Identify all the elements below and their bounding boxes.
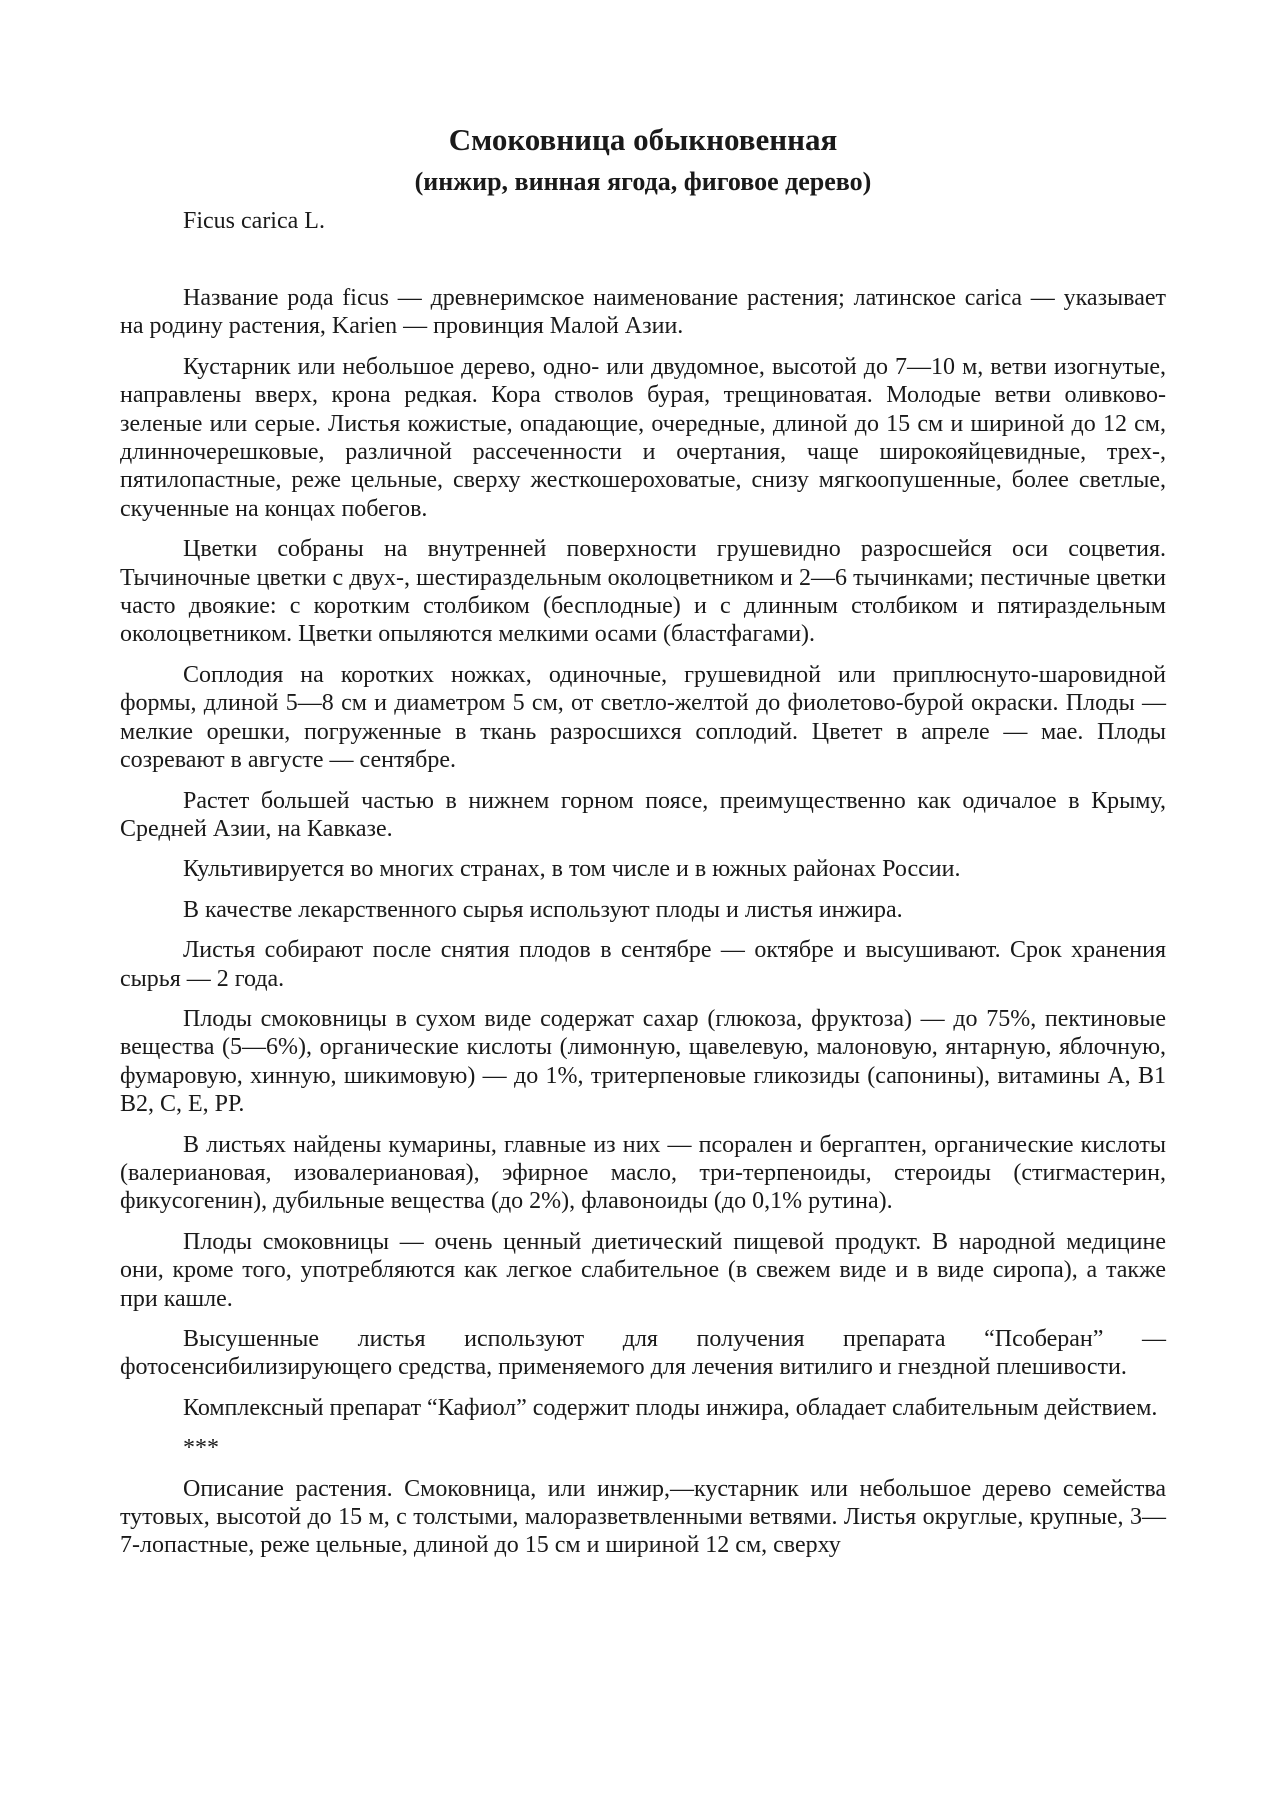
section-separator: *** <box>183 1435 219 1462</box>
paragraph-harvesting: Листья собирают после снятия плодов в сентябре — октябре и высушивают. Срок хранения сырья — 2 года. <box>120 937 1166 992</box>
paragraph-fruits: Соплодия на коротких ножках, одиночные, грушевидной или приплюснуто-шаровидной формы, длиной 5—8 см и диаметром 5 см, от светло-желтой до фиолетово-бурой окраски. Плоды — мелкие орешки, погруженные в ткань разросшихся соплодий. Цветет в апреле — мае. Плоды созревают в августе — сентябре. <box>120 661 1166 774</box>
paragraph-habitat: Растет большей частью в нижнем горном поясе, преимущественно как одичалое в Крыму, Средней Азии, на Кавказе. <box>120 787 1166 842</box>
paragraph-leaf-composition: В листьях найдены кумарины, главные из них — псорален и бергаптен, органические кислоты (валериановая, изовалериановая), эфирное масло, три-терпеноиды, стероиды (стигмастерин, фикусогенин), дубильные вещества (до 2%), флавоноиды (до 0,1% рутина). <box>120 1131 1166 1215</box>
paragraph-cultivation: Культивируется во многих странах, в том числе и в южных районах России. <box>183 856 961 883</box>
paragraph-flowers: Цветки собраны на внутренней поверхности грушевидно разросшейся оси соцветия. Тычиночные цветки с двух-, шестираздельным околоцветником и 2—6 тычинками; пестичные цветки часто двоякие: с коротким столбиком (бесплодные) и с длинным столбиком и пятираздельным околоцветником. Цветки опыляются мелкими осами (бластфагами). <box>120 536 1166 648</box>
document-title: Смоковница обыкновенная <box>448 122 838 157</box>
paragraph-psoberan: Высушенные листья используют для получения препарата “Псоберан” — фотосенсибилизирующего средства, применяемого для лечения витилиго и гнездной плешивости. <box>120 1326 1166 1381</box>
document-subtitle: (инжир, винная ягода, фиговое дерево) <box>414 167 872 196</box>
paragraph-fruit-composition: Плоды смоковницы в сухом виде содержат сахар (глюкоза, фруктоза) — до 75%, пектиновые вещества (5—6%), органические кислоты (лимонную, щавелевую, малоновую, янтарную, яблочную, фумаровую, хинную, шикимовую) — до 1%, тритерпеновые гликозиды (сапонины), витамины А, В1 В2, С, Е, РР. <box>120 1005 1166 1118</box>
paragraph-folk-medicine: Плоды смоковницы — очень ценный диетический пищевой продукт. В народной медицине они, кроме того, употребляются как легкое слабительное (в свежем виде и в виде сиропа), а также при кашле. <box>120 1228 1166 1312</box>
paragraph-genus-name: Название рода ficus — древнеримское наименование растения; латинское carica — указывает на родину растения, Karien — провинция Малой Азии. <box>120 285 1166 340</box>
paragraph-kafiol: Комплексный препарат “Кафиол” содержит плоды инжира, обладает слабительным действием. <box>183 1394 1158 1421</box>
document-body <box>120 118 1166 1572</box>
paragraph-description: Кустарник или небольшое дерево, одно- или двудомное, высотой до 7—10 м, ветви изогнутые, направлены вверх, крона редкая. Кора стволов бурая, трещиноватая. Молодые ветви оливково-зеленые или серые. Листья кожистые, опадающие, очередные, длиной до 15 см и шириной до 12 см, длинночерешковые, различной рассеченности и очертания, чаще широкояйцевидные, трех-, пятилопастные, реже цельные, сверху жесткошероховатые, снизу мягкоопушенные, более светлые, скученные на концах побегов. <box>120 353 1166 522</box>
latin-name: Ficus carica L. <box>183 208 325 234</box>
paragraph-plant-description: Описание растения. Смоковница, или инжир,—кустарник или небольшое дерево семейства тутовых, высотой до 15 м, с толстыми, малоразветвленными ветвями. Листья округлые, крупные, 3—7-лопастные, реже цельные, длиной до 15 см и шириной 12 см, сверху <box>120 1475 1166 1559</box>
paragraph-raw-material: В качестве лекарственного сырья используют плоды и листья инжира. <box>183 896 903 923</box>
